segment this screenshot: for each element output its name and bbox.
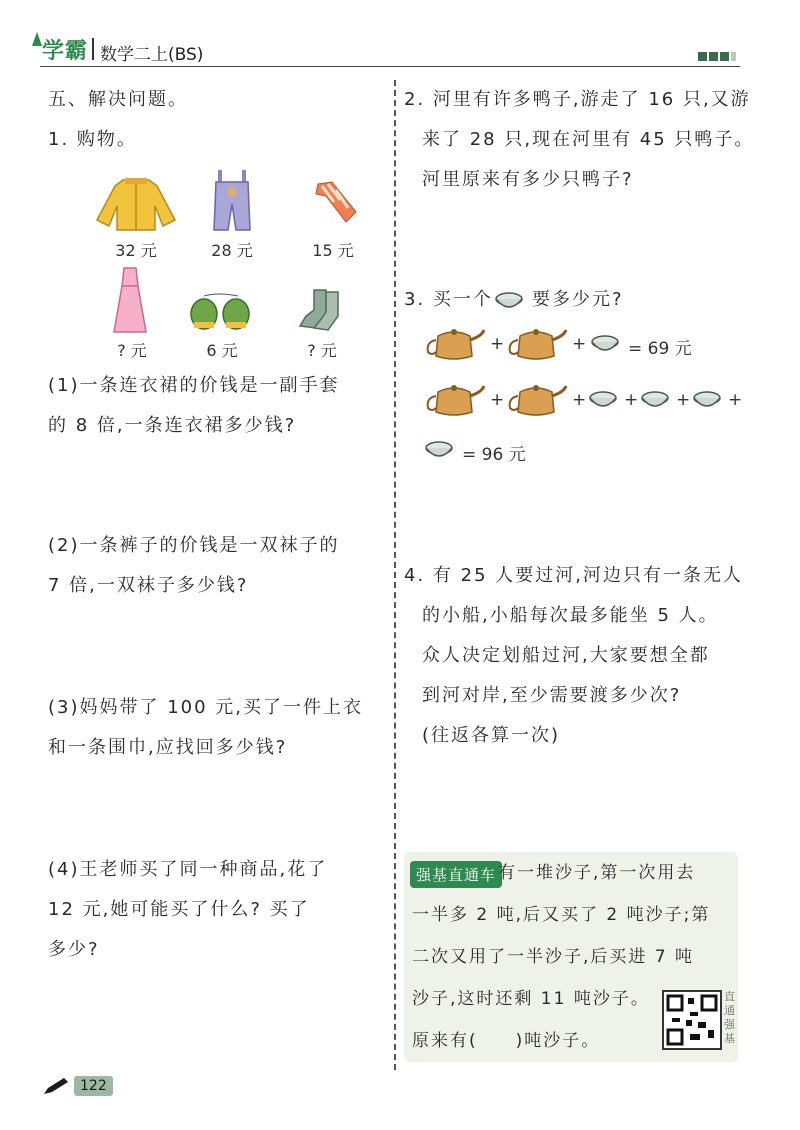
- q4-line3: 众人决定划船过河,大家要想全都: [422, 645, 710, 666]
- dress-icon: [112, 266, 148, 334]
- tip-line1: 有一堆沙子,第一次用去: [498, 863, 696, 883]
- price-dress: ? 元: [117, 341, 147, 360]
- page-header: [0, 0, 800, 70]
- plus-sign: +: [676, 390, 691, 410]
- q1-sub4-line1: (4)王老师买了同一种商品,花了: [48, 859, 328, 880]
- q3-prefix: 3. 买一个: [404, 289, 493, 310]
- plus-sign: +: [624, 390, 639, 410]
- teapot-icon: [506, 382, 568, 422]
- tip-line5: 原来有( )吨沙子。: [412, 1031, 601, 1051]
- qr-code-icon[interactable]: [662, 990, 722, 1050]
- subject-label: 数学二上(BS): [100, 45, 204, 65]
- teapot-icon: [424, 326, 486, 366]
- tip-badge: 强基直通车: [410, 861, 502, 888]
- price-mittens: 6 元: [206, 341, 238, 360]
- plus-sign: +: [728, 390, 743, 410]
- page-number: 122: [74, 1076, 113, 1096]
- mittens-icon: [188, 292, 254, 332]
- q1-sub4-line2: 12 元,她可能买了什么? 买了: [48, 899, 310, 920]
- overalls-icon: [208, 168, 256, 232]
- bowl-icon: [692, 390, 722, 414]
- q2-line2: 来了 28 只,现在河里有 45 只鸭子。: [422, 129, 755, 150]
- q4-line1: 4. 有 25 人要过河,河边只有一条无人: [404, 565, 743, 586]
- price-jacket: 32 元: [115, 241, 157, 260]
- plus-sign: +: [572, 334, 587, 354]
- jacket-icon: [95, 176, 177, 232]
- plus-sign: +: [572, 390, 587, 410]
- header-square: [731, 52, 736, 61]
- scarf-icon: [312, 180, 358, 224]
- q1-sub1-line2: 的 8 倍,一条连衣裙多少钱?: [48, 415, 297, 436]
- header-square: [698, 52, 707, 61]
- q1-sub2-line2: 7 倍,一双袜子多少钱?: [48, 575, 249, 596]
- header-rule: [40, 66, 740, 67]
- equation1-result: = 69 元: [628, 339, 692, 359]
- q1-title: 1. 购物。: [48, 129, 137, 150]
- price-scarf: 15 元: [312, 241, 354, 260]
- bowl-icon: [494, 291, 524, 315]
- equation2-result: = 96 元: [462, 445, 526, 465]
- tip-line3: 二次又用了一半沙子,后买进 7 吨: [412, 947, 695, 967]
- header-square: [720, 52, 729, 61]
- header-separator: [92, 38, 94, 60]
- q1-sub2-line1: (2)一条裤子的价钱是一双袜子的: [48, 535, 340, 556]
- q1-sub4-line3: 多少?: [48, 939, 100, 960]
- price-overalls: 28 元: [211, 241, 253, 260]
- header-square: [709, 52, 718, 61]
- teapot-icon: [424, 382, 486, 422]
- bowl-icon: [588, 390, 618, 414]
- q2-line3: 河里原来有多少只鸭子?: [422, 169, 634, 190]
- q4-line2: 的小船,小船每次最多能坐 5 人。: [422, 605, 719, 626]
- q1-sub3-line1: (3)妈妈带了 100 元,买了一件上衣: [48, 697, 364, 718]
- q1-sub3-line2: 和一条围巾,应找回多少钱?: [48, 737, 288, 758]
- pencil-icon: [42, 1076, 70, 1100]
- q1-sub1-line1: (1)一条连衣裙的价钱是一副手套: [48, 375, 340, 396]
- q4-line4: 到河对岸,至少需要渡多少次?: [422, 685, 682, 706]
- bowl-icon: [590, 334, 620, 358]
- q2-line1: 2. 河里有许多鸭子,游走了 16 只,又游: [404, 89, 751, 110]
- q3-suffix: 要多少元?: [532, 289, 624, 310]
- socks-icon: [296, 288, 350, 332]
- plus-sign: +: [490, 334, 505, 354]
- section-title: 五、解决问题。: [48, 89, 188, 110]
- brand-logo: 学霸: [42, 39, 89, 64]
- plus-sign: +: [490, 390, 505, 410]
- bowl-icon: [424, 440, 454, 464]
- tip-line4: 沙子,这时还剩 11 吨沙子。: [412, 989, 650, 1009]
- bowl-icon: [640, 390, 670, 414]
- column-divider: [394, 80, 396, 1070]
- teapot-icon: [506, 326, 568, 366]
- price-socks: ? 元: [307, 341, 337, 360]
- tip-line2: 一半多 2 吨,后又买了 2 吨沙子;第: [412, 905, 711, 925]
- q4-line5: (往返各算一次): [422, 725, 561, 746]
- qr-label: 直通强基: [724, 990, 735, 1045]
